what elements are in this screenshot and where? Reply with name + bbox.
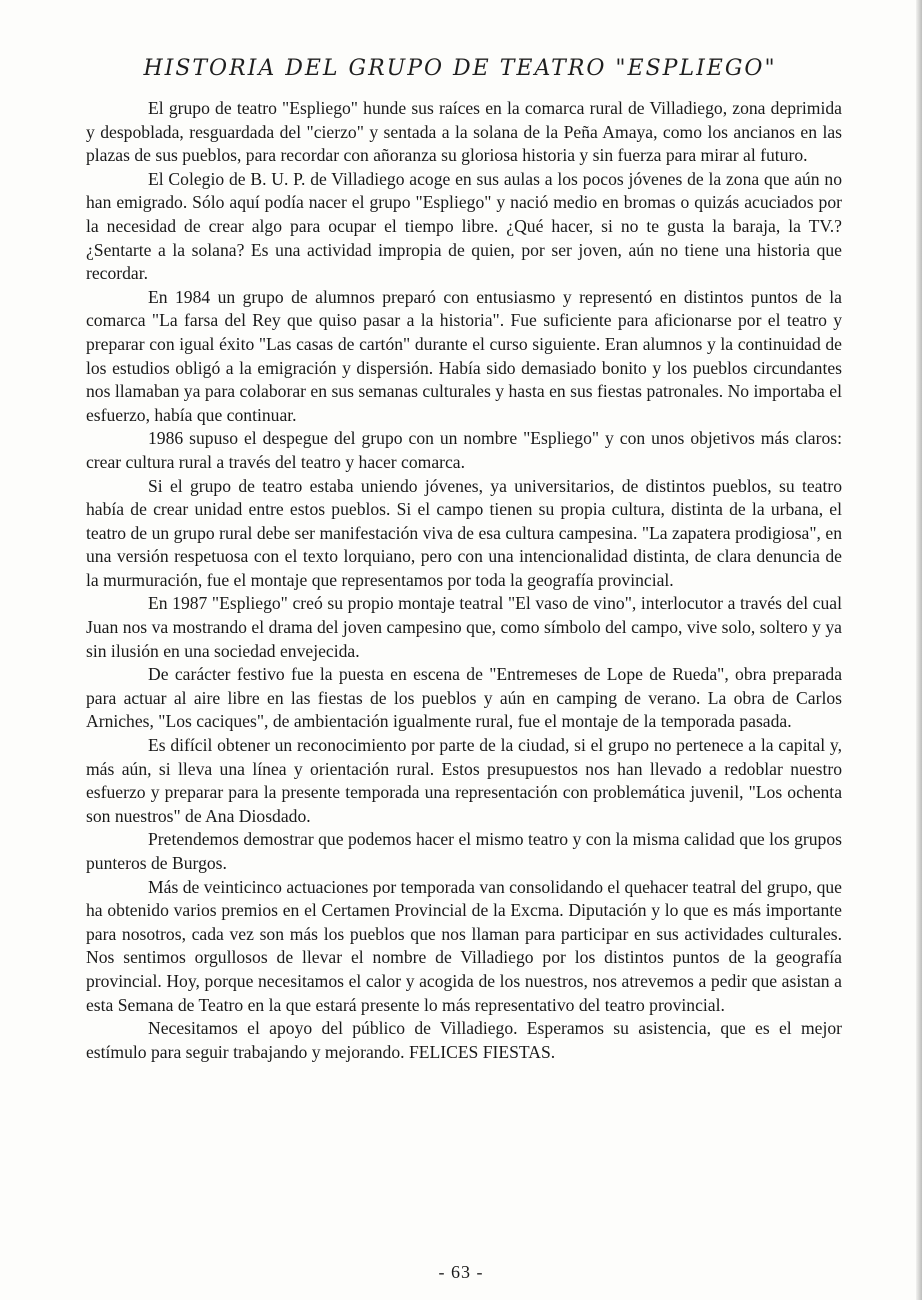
paragraph-1: El grupo de teatro "Espliego" hunde sus raíces en la comarca rural de Villadiego, zona deprimida y despoblada, resguardada del "cierzo" y sentada a la solana de la Peña Amaya, como los ancianos en las plazas de sus pueblos, para recordar con añoranza su gloriosa historia y sin fuerza para mirar al futuro. <box>86 98 842 166</box>
article-body <box>86 97 842 1064</box>
paragraph-2: El Colegio de B. U. P. de Villadiego acoge en sus aulas a los pocos jóvenes de la zona que aún no han emigrado. Sólo aquí podía nacer el grupo "Espliego" y nació medio en bromas o quizás acuciados por la necesidad de crear algo para ocupar el tiempo libre. ¿Qué hacer, si no te gusta la baraja, la TV.? ¿Sentarte a la solana? Es una actividad impropia de quien, por ser joven, aún no tiene una historia que recordar. <box>86 168 842 284</box>
scan-edge-shadow <box>916 0 922 1300</box>
page-title: HISTORIA DEL GRUPO DE TEATRO "ESPLIEGO" <box>143 56 777 81</box>
paragraph-7: De carácter festivo fue la puesta en escena de "Entremeses de Lope de Rueda", obra preparada para actuar al aire libre en las fiestas de los pueblos y aún en camping de verano. La obra de Carlos Arniches, "Los caciques", de ambientación igualmente rural, fue el montaje de la temporada pasada. <box>86 664 842 732</box>
paragraph-5: Si el grupo de teatro estaba uniendo jóvenes, ya universitarios, de distintos pueblos, su teatro había de crear unidad entre estos pueblos. Si el campo tienen su propia cultura, distinta de la urbana, el teatro de un grupo rural debe ser manifestación viva de esa cultura campesina. "La zapatera prodigiosa", en una versión respetuosa con el texto lorquiano, pero con una intencionalidad distinta, de clara denuncia de la murmuración, fue el montaje que representamos por toda la geografía provincial. <box>86 475 842 590</box>
paragraph-3: En 1984 un grupo de alumnos preparó con entusiasmo y representó en distintos puntos de la comarca "La farsa del Rey que quiso pasar a la historia". Fue suficiente para aficionarse por el teatro y preparar con igual éxito "Las casas de cartón" durante el curso siguiente. Eran alumnos y la continuidad de los estudios obligó a la emigración y dispersión. Había sido demasiado bonito y los pueblos circundantes nos llamaban ya para colaborar en sus semanas culturales y hasta en sus fiestas patronales. No importaba el esfuerzo, había que continuar. <box>86 286 842 425</box>
paragraph-4: 1986 supuso el despegue del grupo con un nombre "Espliego" y con unos objetivos más claros: crear cultura rural a través del teatro y hacer comarca. <box>86 428 842 472</box>
paragraph-8: Es difícil obtener un reconocimiento por parte de la ciudad, si el grupo no pertenece a la capital y, más aún, si lleva una línea y orientación rural. Estos presupuestos nos han llevado a redoblar nuestro esfuerzo y preparar para la presente temporada una representación con problemática juvenil, "Los ochenta son nuestros" de Ana Diosdado. <box>86 735 842 826</box>
paragraph-9: Pretendemos demostrar que podemos hacer el mismo teatro y con la misma calidad que los grupos punteros de Burgos. <box>86 829 842 873</box>
paragraph-10: Más de veinticinco actuaciones por temporada van consolidando el quehacer teatral del grupo, que ha obtenido varios premios en el Certamen Provincial de la Excma. Diputación y lo que es más importante para nosotros, cada vez son más los pueblos que nos llaman para participar en sus actividades culturales. Nos sentimos orgullosos de llevar el nombre de Villadiego por los distintos puntos de la geografía provincial. Hoy, porque necesitamos el calor y acogida de los nuestros, nos atrevemos a pedir que asistan a esta Semana de Teatro en la que estará presente lo más representativo del teatro provincial. <box>86 876 842 1015</box>
paragraph-11: Necesitamos el apoyo del público de Villadiego. Esperamos su asistencia, que es el mejor estímulo para seguir trabajando y mejorando. FELICES FIESTAS. <box>86 1018 842 1062</box>
page-number: - 63 - <box>438 1262 484 1282</box>
paragraph-6: En 1987 "Espliego" creó su propio montaje teatral "El vaso de vino", interlocutor a través del cual Juan nos va mostrando el drama del joven campesino que, como símbolo del campo, vive solo, soltero y ya sin ilusión en una sociedad envejecida. <box>86 593 842 661</box>
